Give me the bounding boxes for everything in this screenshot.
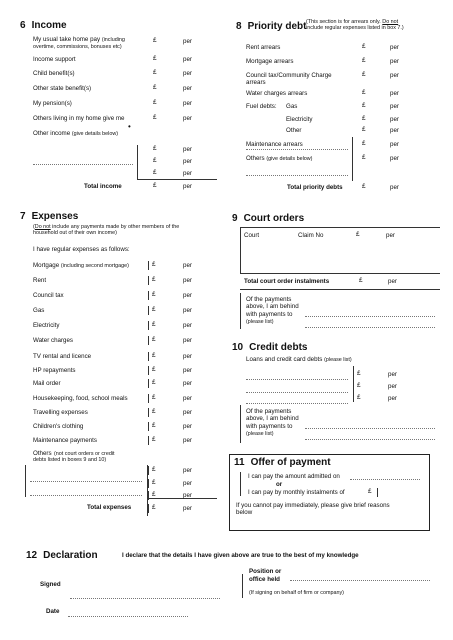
expense-row-hp: HP repayments <box>33 367 76 374</box>
offer-or: or <box>276 481 283 488</box>
currency-symbol: £ <box>153 145 157 152</box>
expense-row-childrens-clothing: Children's clothing <box>33 423 84 430</box>
bullet-mark: • <box>128 122 131 131</box>
section-number: 9 <box>232 213 238 224</box>
expense-row-others: Others <box>33 450 52 457</box>
income-row-other-income: Other income (give details below) <box>33 130 119 137</box>
currency-symbol: £ <box>152 436 156 443</box>
income-row-take-home-pay: My usual take home pay (including overtime, commissions, bonuses etc) <box>33 36 125 50</box>
per-label: per <box>183 423 192 430</box>
expense-row-tv: TV rental and licence <box>33 353 92 360</box>
priority-details-divider <box>352 137 353 181</box>
currency-symbol: £ <box>362 102 366 109</box>
declaration-heading <box>26 550 98 561</box>
income-details-line <box>33 164 133 165</box>
per-label: per <box>183 170 192 177</box>
currency-symbol: £ <box>153 182 157 189</box>
income-row-child-benefit: Child benefit(s) <box>33 70 75 77</box>
per-label: per <box>183 158 192 165</box>
amount-field[interactable] <box>148 466 149 475</box>
income-row-other-state-benefit: Other state benefit(s) <box>33 85 92 92</box>
credit-line-2 <box>246 392 348 393</box>
income-heading <box>20 20 67 31</box>
per-label: per <box>388 383 397 390</box>
position-field[interactable] <box>290 580 430 581</box>
per-label: per <box>183 100 192 107</box>
section-number: 6 <box>20 20 26 31</box>
currency-symbol: £ <box>152 422 156 429</box>
per-label: per <box>183 56 192 63</box>
currency-symbol: £ <box>152 491 156 498</box>
per-label: per <box>183 70 192 77</box>
per-label: per <box>183 322 192 329</box>
court-col-claim-no: Claim No <box>298 232 324 239</box>
court-orders-top-rule <box>240 227 440 228</box>
currency-symbol: £ <box>152 336 156 343</box>
per-label: per <box>183 409 192 416</box>
court-total-currency: £ <box>359 277 363 284</box>
currency-symbol: £ <box>153 84 157 91</box>
currency-symbol: £ <box>153 114 157 121</box>
currency-symbol: £ <box>152 479 156 486</box>
court-orders-bottom-rule <box>240 273 440 274</box>
offer-admitted-date-field <box>350 479 420 480</box>
expense-row-council-tax: Council tax <box>33 292 64 299</box>
court-orders-left-line <box>240 227 241 273</box>
position-label: Position or office held <box>249 568 282 583</box>
currency-symbol: £ <box>362 57 366 64</box>
currency-symbol: £ <box>153 69 157 76</box>
priority-row-fuel-debts: Fuel debts: <box>246 103 277 110</box>
amount-field[interactable] <box>148 479 149 488</box>
per-label: per <box>388 395 397 402</box>
court-per: per <box>386 232 395 239</box>
court-behind-line <box>305 316 435 317</box>
income-row-others-living: Others living in my home give me <box>33 115 125 122</box>
section-title: Expenses <box>31 211 79 222</box>
court-total-rule <box>240 289 440 290</box>
currency-symbol: £ <box>152 379 156 386</box>
priority-debt-note: (This section is for arrears only. Do not include regular expenses listed in box 7.) <box>306 19 404 31</box>
position-left-line <box>242 574 243 598</box>
currency-symbol: £ <box>153 169 157 176</box>
amount-field[interactable] <box>148 291 149 300</box>
per-label: per <box>390 127 399 134</box>
section-title: Offer of payment <box>250 457 331 468</box>
per-label: per <box>183 467 192 474</box>
amount-field[interactable] <box>148 394 149 403</box>
priority-row-mortgage-arrears: Mortgage arrears <box>246 58 294 65</box>
income-row-pension: My pension(s) <box>33 100 72 107</box>
per-label: per <box>183 492 192 499</box>
currency-symbol: £ <box>362 140 366 147</box>
priority-row-maintenance: Maintenance arrears <box>246 141 303 148</box>
offer-line-instalments: I can pay by monthly instalments of <box>248 489 345 496</box>
priority-details-line-2 <box>246 175 348 176</box>
currency-symbol: £ <box>362 71 366 78</box>
per-label: per <box>183 337 192 344</box>
currency-symbol: £ <box>152 366 156 373</box>
priority-details-line <box>246 149 348 150</box>
expense-others-note-2: debts listed in boxes 9 and 10) <box>33 457 107 463</box>
amount-field[interactable] <box>148 422 149 431</box>
credit-behind-left-line <box>240 405 241 443</box>
date-field[interactable] <box>68 616 188 617</box>
court-currency: £ <box>356 231 360 238</box>
income-total-rule <box>137 179 217 180</box>
amount-field[interactable] <box>148 491 149 500</box>
currency-symbol: £ <box>152 261 156 268</box>
priority-row-council-tax: Council tax/Community Charge arrears <box>246 72 332 86</box>
currency-symbol: £ <box>153 99 157 106</box>
amount-field[interactable] <box>148 436 149 445</box>
total-court-order-label: Total court order instalments <box>244 278 330 285</box>
credit-line-3 <box>246 403 348 404</box>
income-row-income-support: Income support <box>33 56 76 63</box>
amount-field[interactable] <box>148 504 149 513</box>
expense-row-travelling: Travelling expenses <box>33 409 88 416</box>
section-number: 7 <box>20 211 26 222</box>
section-number: 10 <box>232 342 244 353</box>
currency-symbol: £ <box>362 183 366 190</box>
per-label: per <box>183 367 192 374</box>
per-label: per <box>390 116 399 123</box>
expense-row-maintenance: Maintenance payments <box>33 437 97 444</box>
court-orders-heading <box>232 213 304 224</box>
expenses-intro: I have regular expenses as follows: <box>33 246 130 253</box>
per-label: per <box>183 146 192 153</box>
credit-behind-text: Of the payments above, I am behind with payments to (please list) <box>246 408 299 437</box>
expense-row-electricity: Electricity <box>33 322 60 329</box>
amount-field[interactable] <box>148 276 149 285</box>
priority-row-rent-arrears: Rent arrears <box>246 44 281 51</box>
declaration-statement: I declare that the details I have given above are true to the best of my knowledge <box>122 552 359 559</box>
currency-symbol: £ <box>362 126 366 133</box>
credit-debts-sub: Loans and credit card debts (please list) <box>246 356 352 363</box>
amount-field[interactable] <box>148 352 149 361</box>
currency-symbol: £ <box>153 157 157 164</box>
expense-row-mail-order: Mail order <box>33 380 61 387</box>
per-label: per <box>183 353 192 360</box>
currency-symbol: £ <box>362 154 366 161</box>
per-label: per <box>390 141 399 148</box>
currency-symbol: £ <box>357 394 361 401</box>
position-note: (If signing on behalf of firm or company) <box>249 590 344 596</box>
expense-others-line-2 <box>30 495 142 496</box>
currency-symbol: £ <box>357 370 361 377</box>
offer-left-bracket <box>240 472 241 496</box>
date-label: Date <box>46 608 60 615</box>
amount-field[interactable] <box>148 306 149 315</box>
per-label: per <box>183 262 192 269</box>
currency-symbol: £ <box>153 55 157 62</box>
court-behind-text: Of the payments above, I am behind with payments to (please list) <box>246 296 299 325</box>
court-col-court: Court <box>244 232 260 239</box>
section-number: 12 <box>26 550 38 561</box>
per-label: per <box>388 371 397 378</box>
currency-symbol: £ <box>152 408 156 415</box>
per-label: per <box>183 115 192 122</box>
currency-symbol: £ <box>152 276 156 283</box>
total-income-label: Total income <box>84 183 122 190</box>
total-priority-debts-label: Total priority debts <box>287 184 343 191</box>
priority-row-others: Others (give details below) <box>246 155 313 162</box>
section-title: Priority debt <box>247 21 307 32</box>
per-label: per <box>183 437 192 444</box>
offer-line-admitted: I can pay the amount admitted on <box>248 473 340 480</box>
per-label: per <box>390 58 399 65</box>
per-label: per <box>390 155 399 162</box>
section-title: Court orders <box>243 213 305 224</box>
per-label: per <box>390 72 399 79</box>
currency-symbol: £ <box>152 394 156 401</box>
per-label: per <box>390 90 399 97</box>
currency-symbol: £ <box>357 382 361 389</box>
signature-field[interactable] <box>70 598 220 599</box>
currency-symbol: £ <box>152 306 156 313</box>
expense-others-line <box>30 481 142 482</box>
amount-field[interactable] <box>148 336 149 345</box>
expense-row-gas: Gas <box>33 307 45 314</box>
currency-symbol: £ <box>152 321 156 328</box>
credit-behind-line <box>305 428 435 429</box>
per-label: per <box>183 480 192 487</box>
section-title: Credit debts <box>249 342 308 353</box>
expense-others-left-line <box>25 465 26 497</box>
expenses-heading <box>20 211 78 222</box>
credit-debts-heading <box>232 342 307 353</box>
expense-row-mortgage: Mortgage (including second mortgage) <box>33 262 129 269</box>
expense-row-water: Water charges <box>33 337 74 344</box>
expenses-note: (Do not include any payments made by other members of the household out of their own income) <box>33 224 180 236</box>
per-label: per <box>183 292 192 299</box>
offer-heading <box>234 457 331 468</box>
section-number: 8 <box>236 21 242 32</box>
per-label: per <box>390 44 399 51</box>
currency-symbol: £ <box>362 89 366 96</box>
currency-symbol: £ <box>152 504 156 511</box>
offer-reasons: If you cannot pay immediately, please give brief reasons below <box>236 502 390 517</box>
per-label: per <box>183 380 192 387</box>
expense-row-housekeeping: Housekeeping, food, school meals <box>33 395 128 402</box>
per-label: per <box>390 184 399 191</box>
income-details-divider <box>137 145 138 179</box>
expense-others-note: (not court orders or credit <box>54 451 115 457</box>
court-behind-line-2 <box>305 327 435 328</box>
currency-symbol: £ <box>153 37 157 44</box>
court-behind-left-line <box>240 293 241 329</box>
currency-symbol: £ <box>362 115 366 122</box>
currency-symbol: £ <box>152 466 156 473</box>
per-label: per <box>183 277 192 284</box>
offer-instalment-currency: £ <box>368 488 372 495</box>
per-label: per <box>183 505 192 512</box>
per-label: per <box>183 85 192 92</box>
amount-field[interactable] <box>148 379 149 388</box>
total-expenses-label: Total expenses <box>87 504 132 511</box>
amount-field[interactable] <box>148 408 149 417</box>
amount-field[interactable] <box>148 366 149 375</box>
priority-row-electricity: Electricity <box>286 116 313 123</box>
offer-instalment-field[interactable] <box>377 488 378 497</box>
credit-divider <box>353 366 354 402</box>
per-label: per <box>183 395 192 402</box>
per-label: per <box>183 307 192 314</box>
per-label: per <box>390 103 399 110</box>
credit-line <box>246 379 348 380</box>
priority-row-water-arrears: Water charges arrears <box>246 90 308 97</box>
expense-row-rent: Rent <box>33 277 47 284</box>
currency-symbol: £ <box>152 352 156 359</box>
signed-label: Signed <box>40 581 61 588</box>
per-label: per <box>183 183 192 190</box>
priority-row-other-fuel: Other <box>286 127 302 134</box>
currency-symbol: £ <box>152 291 156 298</box>
amount-field[interactable] <box>148 321 149 330</box>
section-title: Income <box>31 20 67 31</box>
credit-behind-line-2 <box>305 439 435 440</box>
section-title: Declaration <box>43 550 98 561</box>
amount-field[interactable] <box>148 261 149 270</box>
expense-total-rule <box>147 498 217 499</box>
section-number: 11 <box>234 457 245 468</box>
currency-symbol: £ <box>362 43 366 50</box>
per-label: per <box>183 38 192 45</box>
court-total-per: per <box>388 278 397 285</box>
priority-row-gas: Gas <box>286 103 298 110</box>
priority-debt-heading <box>236 21 306 32</box>
